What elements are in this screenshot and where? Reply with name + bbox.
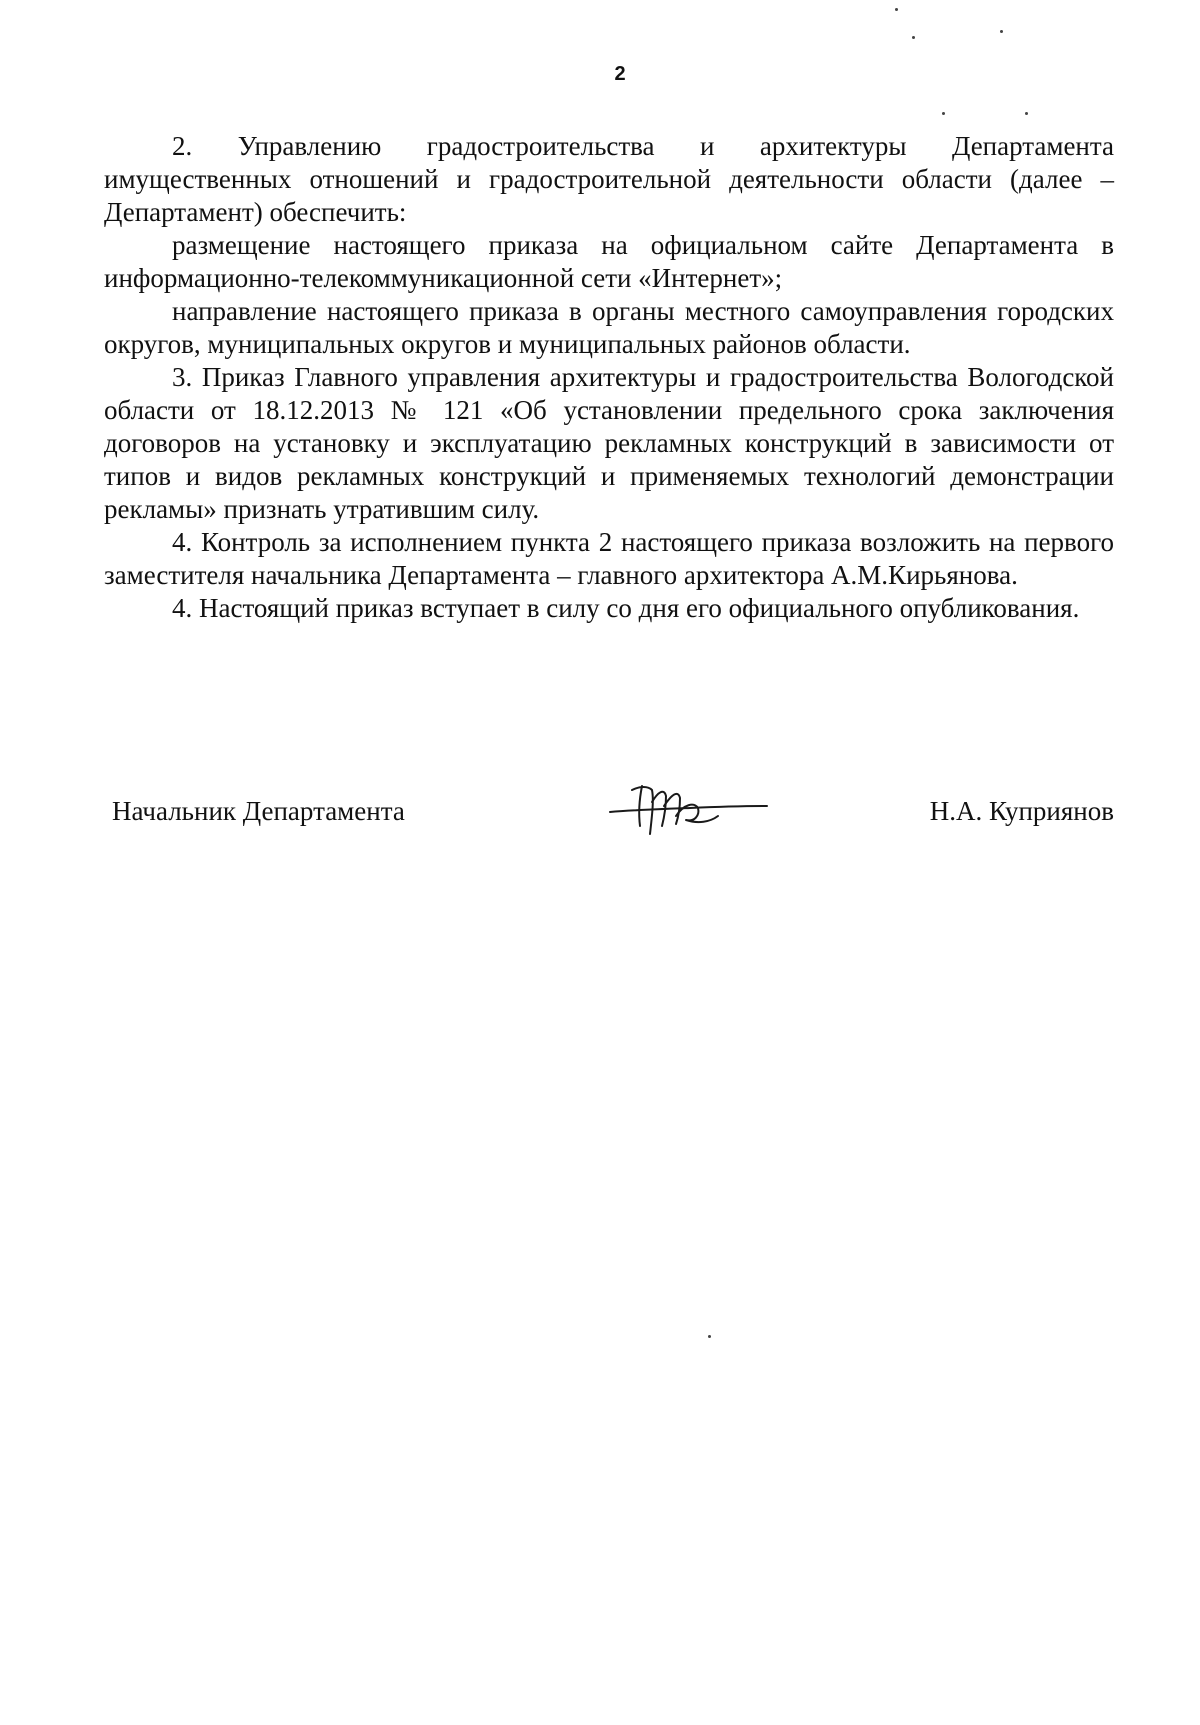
scan-speck	[1025, 112, 1028, 115]
signer-position: Начальник Департамента	[112, 796, 405, 826]
signature-block	[112, 786, 1114, 846]
paragraph-2-website: размещение настоящего приказа на официальном сайте Департамента в информационно-телекоммуникационной сети «Интернет»;	[104, 230, 1114, 293]
scan-speck	[895, 8, 898, 11]
paragraph-4-control: 4. Контроль за исполнением пункта 2 настоящего приказа возложить на первого заместителя начальника Департамента – главного архитектора А.М.Кирьянова.	[104, 527, 1114, 590]
document-body	[104, 130, 1114, 625]
scan-speck	[708, 1335, 711, 1338]
paragraph-4-effective: 4. Настоящий приказ вступает в силу со дня его официального опубликования.	[172, 593, 1080, 623]
paragraph-2: 2. Управлению градостроительства и архитектуры Департамента имущественных отношений и градостроительной деятельности области (далее – Департамент) обеспечить:	[104, 131, 1114, 227]
scan-speck	[942, 112, 945, 115]
paragraph-3: 3. Приказ Главного управления архитектуры и градостроительства Вологодской области от 18.12.2013 № 121 «Об установлении предельного срока заключения договоров на установку и эксплуатацию рекламных конструкций в зависимости от типов и видов рекламных конструкций и применяемых технологий демонстрации рекламы» признать утратившим силу.	[104, 362, 1114, 524]
signer-name: Н.А. Куприянов	[929, 796, 1114, 826]
paragraph-2-local-gov: направление настоящего приказа в органы местного самоуправления городских округов, муниципальных округов и муниципальных районов области.	[104, 296, 1114, 359]
handwritten-signature	[602, 776, 772, 846]
scan-speck	[912, 36, 915, 39]
page-number: 2	[614, 63, 626, 85]
scan-speck	[1000, 30, 1003, 33]
